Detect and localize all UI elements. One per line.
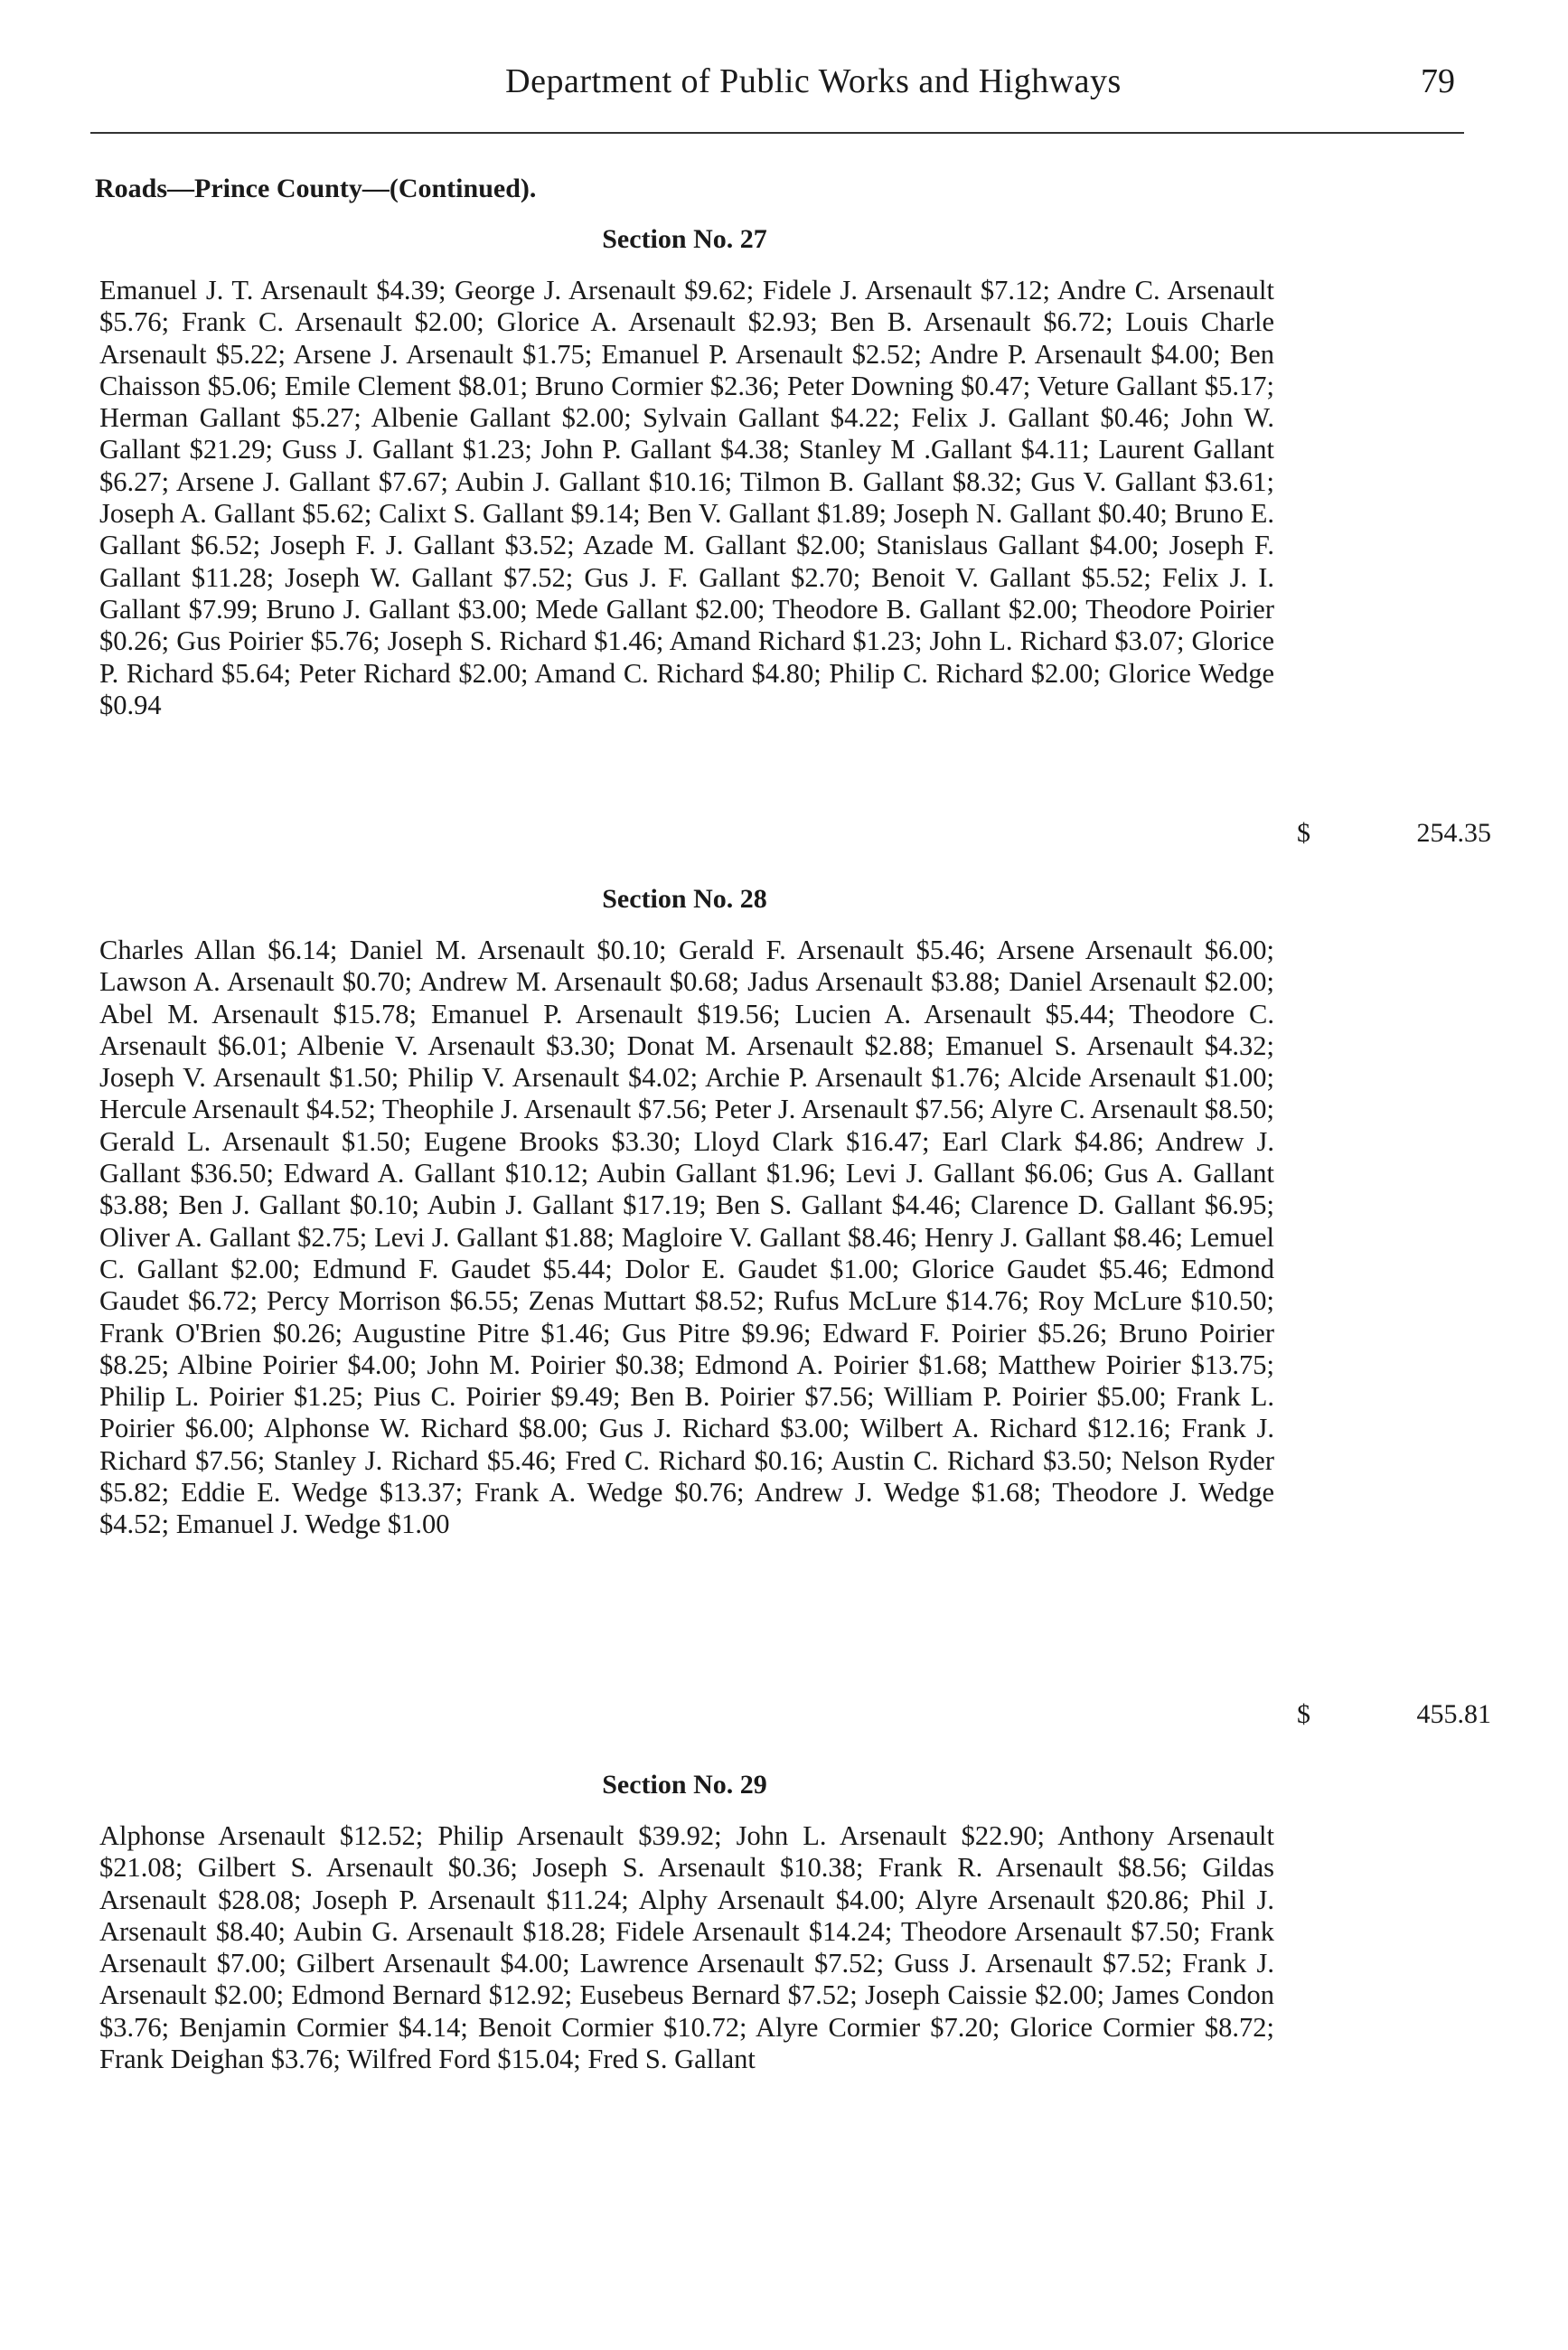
total-currency: $ <box>1297 1699 1310 1729</box>
total-currency: $ <box>1297 818 1310 848</box>
page-number: 79 <box>1421 62 1455 100</box>
page-header <box>90 61 1464 116</box>
section-27 <box>99 224 1491 848</box>
section-29 <box>99 1770 1464 2075</box>
section-body: Alphonse Arsenault $12.52; Philip Arsenault $39.92; John L. Arsenault $22.90; Anthony Arsenault $21.08; Gilbert S. Arsenault $0.36; Joseph S. Arsenault $10.38; Frank R. Arsenault $8.56; Gildas Arsenault $28.08; Joseph P. Arsenault $11.24; Alphy Arsenault $4.00; Alyre Arsenault $20.86; Phil J. Arsenault $8.40; Aubin G. Arsenault $18.28; Fidele Arsenault $14.24; Theodore Arsenault $7.50; Frank Arsenault $7.00; Gilbert Arsenault $4.00; Lawrence Arsenault $7.52; Guss J. Arsenault $7.52; Frank J. Arsenault $2.00; Edmond Bernard $12.92; Eusebeus Bernard $7.52; Joseph Caissie $2.00; James Condon $3.76; Benjamin Cormier $4.14; Benoit Cormier $10.72; Alyre Cormier $7.20; Glorice Cormier $8.72; Frank Deighan $3.76; Wilfred Ford $15.04; Fred S. Gallant <box>99 1820 1274 2075</box>
section-heading: Section No. 27 <box>602 224 767 254</box>
section-body: Charles Allan $6.14; Daniel M. Arsenault $0.10; Gerald F. Arsenault $5.46; Arsene Arsenault $6.00; Lawson A. Arsenault $0.70; Andrew M. Arsenault $0.68; Jadus Arsenault $3.88; Daniel Arsenault $2.00; Abel M. Arsenault $15.78; Emanuel P. Arsenault $19.56; Lucien A. Arsenault $5.44; Theodore C. Arsenault $6.01; Albenie V. Arsenault $3.30; Donat M. Arsenault $2.88; Emanuel S. Arsenault $4.32; Joseph V. Arsenault $1.50; Philip V. Arsenault $4.02; Archie P. Arsenault $1.76; Alcide Arsenault $1.00; Hercule Arsenault $4.52; Theophile J. Arsenault $7.56; Peter J. Arsenault $7.56; Alyre C. Arsenault $8.50; Gerald L. Arsenault $1.50; Eugene Brooks $3.30; Lloyd Clark $16.47; Earl Clark $4.86; Andrew J. Gallant $36.50; Edward A. Gallant $10.12; Aubin Gallant $1.96; Levi J. Gallant $6.06; Gus A. Gallant $3.88; Ben J. Gallant $0.10; Aubin J. Gallant $17.19; Ben S. Gallant $4.46; Clarence D. Gallant $6.95; Oliver A. Gallant $2.75; Levi J. Gallant $1.88; Magloire V. Gallant $8.46; Henry J. Gallant $8.46; Lemuel C. Gallant $2.00; Edmund F. Gaudet $5.44; Dolor E. Gaudet $1.00; Glorice Gaudet $5.46; Edmond Gaudet $6.72; Percy Morrison $6.55; Zenas Muttart $8.52; Rufus McLure $14.76; Roy McLure $10.50; Frank O'Brien $0.26; Augustine Pitre $1.46; Gus Pitre $9.96; Edward F. Poirier $5.26; Bruno Poirier $8.25; Albine Poirier $4.00; John M. Poirier $0.38; Edmond A. Poirier $1.68; Matthew Poirier $13.75; Philip L. Poirier $1.25; Pius C. Poirier $9.49; Ben B. Poirier $7.56; William P. Poirier $5.00; Frank L. Poirier $6.00; Alphonse W. Richard $8.00; Gus J. Richard $3.00; Wilbert A. Richard $12.16; Frank J. Richard $7.56; Stanley J. Richard $5.46; Fred C. Richard $0.16; Austin C. Richard $3.50; Nelson Ryder $5.82; Eddie E. Wedge $13.37; Frank A. Wedge $0.76; Andrew J. Wedge $1.68; Theodore J. Wedge $4.52; Emanuel J. Wedge $1.00 <box>99 935 1274 1540</box>
total-amount: 455.81 <box>1416 1699 1491 1729</box>
running-head-title: Department of Public Works and Highways <box>505 62 1122 100</box>
section-heading: Section No. 29 <box>602 1770 767 1800</box>
section-28 <box>99 884 1491 1729</box>
section-heading: Section No. 28 <box>602 884 767 914</box>
running-subheading: Roads—Prince County—(Continued). <box>95 174 537 203</box>
section-body: Emanuel J. T. Arsenault $4.39; George J. Arsenault $9.62; Fidele J. Arsenault $7.12; Andre C. Arsenault $5.76; Frank C. Arsenault $2.00; Glorice A. Arsenault $2.93; Ben B. Arsenault $6.72; Louis Charle Arsenault $5.22; Arsene J. Arsenault $1.75; Emanuel P. Arsenault $2.52; Andre P. Arsenault $4.00; Ben Chaisson $5.06; Emile Clement $8.01; Bruno Cormier $2.36; Peter Downing $0.47; Veture Gallant $5.17; Herman Gallant $5.27; Albenie Gallant $2.00; Sylvain Gallant $4.22; Felix J. Gallant $0.46; John W. Gallant $21.29; Guss J. Gallant $1.23; John P. Gallant $4.38; Stanley M .Gallant $4.11; Laurent Gallant $6.27; Arsene J. Gallant $7.67; Aubin J. Gallant $10.16; Tilmon B. Gallant $8.32; Gus V. Gallant $3.61; Joseph A. Gallant $5.62; Calixt S. Gallant $9.14; Ben V. Gallant $1.89; Joseph N. Gallant $0.40; Bruno E. Gallant $6.52; Joseph F. J. Gallant $3.52; Azade M. Gallant $2.00; Stanislaus Gallant $4.00; Joseph F. Gallant $11.28; Joseph W. Gallant $7.52; Gus J. F. Gallant $2.70; Benoit V. Gallant $5.52; Felix J. I. Gallant $7.99; Bruno J. Gallant $3.00; Mede Gallant $2.00; Theodore B. Gallant $2.00; Theodore Poirier $0.26; Gus Poirier $5.76; Joseph S. Richard $1.46; Amand Richard $1.23; John L. Richard $3.07; Glorice P. Richard $5.64; Peter Richard $2.00; Amand C. Richard $4.80; Philip C. Richard $2.00; Glorice Wedge $0.94 <box>99 275 1274 720</box>
header-rule <box>90 132 1464 134</box>
total-amount: 254.35 <box>1416 818 1491 848</box>
